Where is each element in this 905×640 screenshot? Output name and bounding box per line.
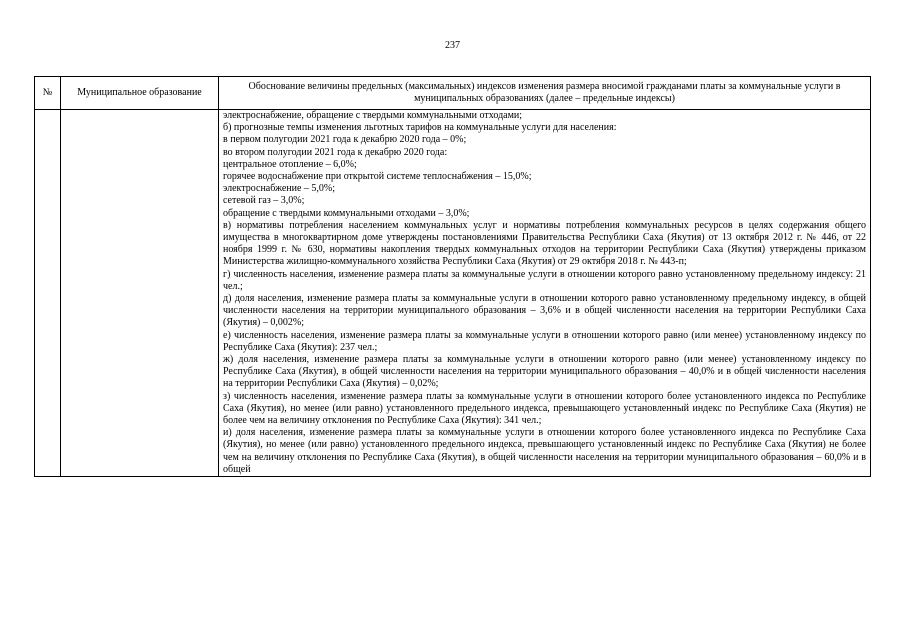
justification-table: [34, 76, 871, 477]
paragraph: в первом полугодии 2021 года к декабрю 2020 года – 0%;: [223, 134, 467, 146]
paragraph: электроснабжение, обращение с твердыми коммунальными отходами;: [223, 110, 523, 121]
paragraph: б) прогнозные темпы изменения льготных тарифов на коммунальные услуги для населения:: [223, 122, 617, 134]
column-header-justification: Обоснование величины предельных (максимальных) индексов изменения размера вносимой гражданами платы за коммунальные услуги в муниципальных образованиях (далее – предельные индексы): [219, 77, 871, 110]
paragraph: центральное отопление – 6,0%;: [223, 158, 357, 170]
municipality-cell: [61, 110, 219, 477]
column-header-number: №: [35, 77, 61, 110]
paragraph: обращение с твердыми коммунальными отходами – 3,0%;: [223, 207, 470, 219]
justification-cell: [219, 110, 871, 477]
paragraph: горячее водоснабжение при открытой системе теплоснабжения – 15,0%;: [223, 171, 532, 183]
column-header-municipality: Муниципальное образование: [61, 77, 219, 110]
paragraph: электроснабжение – 5,0%;: [223, 183, 336, 195]
paragraph: сетевой газ – 3,0%;: [223, 195, 305, 207]
paragraph: д) доля населения, изменение размера платы за коммунальные услуги в отношении которого равно установленному предельному индексу, в общей численности населения на территории муниципального образования – 3,6% и в общей численности населения на территории Республики Саха (Якутия) – 0,002%;: [223, 293, 866, 329]
paragraph: во втором полугодии 2021 года к декабрю 2020 года:: [223, 146, 448, 158]
paragraph: е) численность населения, изменение размера платы за коммунальные услуги в отношении которого равно (или менее) установленному индексу по Республике Саха (Якутия): 237 чел.;: [223, 329, 866, 353]
paragraph: з) численность населения, изменение размера платы за коммунальные услуги в отношении которого более установленного индекса по Республике Саха (Якутия), но менее (или равно) установленного предельного индекса, превышающего установленный индекс по Республике Саха (Якутия) не более чем на величину отклонения по Республике Саха (Якутия): 341 чел.;: [223, 390, 866, 427]
row-number-cell: [35, 110, 61, 477]
paragraph: и) доля населения, изменение размера платы за коммунальные услуги в отношении которого более установленного индекса по Республике Саха (Якутия), но менее (или равно) установленного предельного индекса, превышающего установленный индекс по Республике Саха (Якутия) не более чем на величину отклонения по Республике Саха (Якутия), в общей численности населения на территории муниципального образования – 60,0% и в общей: [223, 427, 866, 475]
paragraph: г) численность населения, изменение размера платы за коммунальные услуги в отношении которого равно установленному предельному индексу: 21 чел.;: [223, 268, 866, 292]
table-row: [35, 110, 871, 477]
page-number: 237: [445, 40, 460, 51]
paragraph: в) нормативы потребления населением коммунальных услуг и нормативы потребления коммунальных ресурсов в целях содержания общего имущества в многоквартирном доме утверждены постановлениями Правительства Республики Саха (Якутия) от 13 октября 2012 г. № 446, от 22 ноября 1999 г. № 630, нормативы накопления твердых коммунальных отходов на территории Республики Саха (Якутия) утверждены приказом Министерства жилищно-коммунального хозяйства Республики Саха (Якутия) от 29 октября 2018 г. № 443-п;: [223, 219, 866, 268]
table-header-row: [35, 77, 871, 110]
paragraph: ж) доля населения, изменение размера платы за коммунальные услуги в отношении которого равно (или менее) установленному индексу по Республике Саха (Якутия), в общей численности населения на территории муниципального образования – 40,0% и в общей численности населения на территории Республики Саха (Якутия) – 0,02%;: [223, 354, 866, 390]
